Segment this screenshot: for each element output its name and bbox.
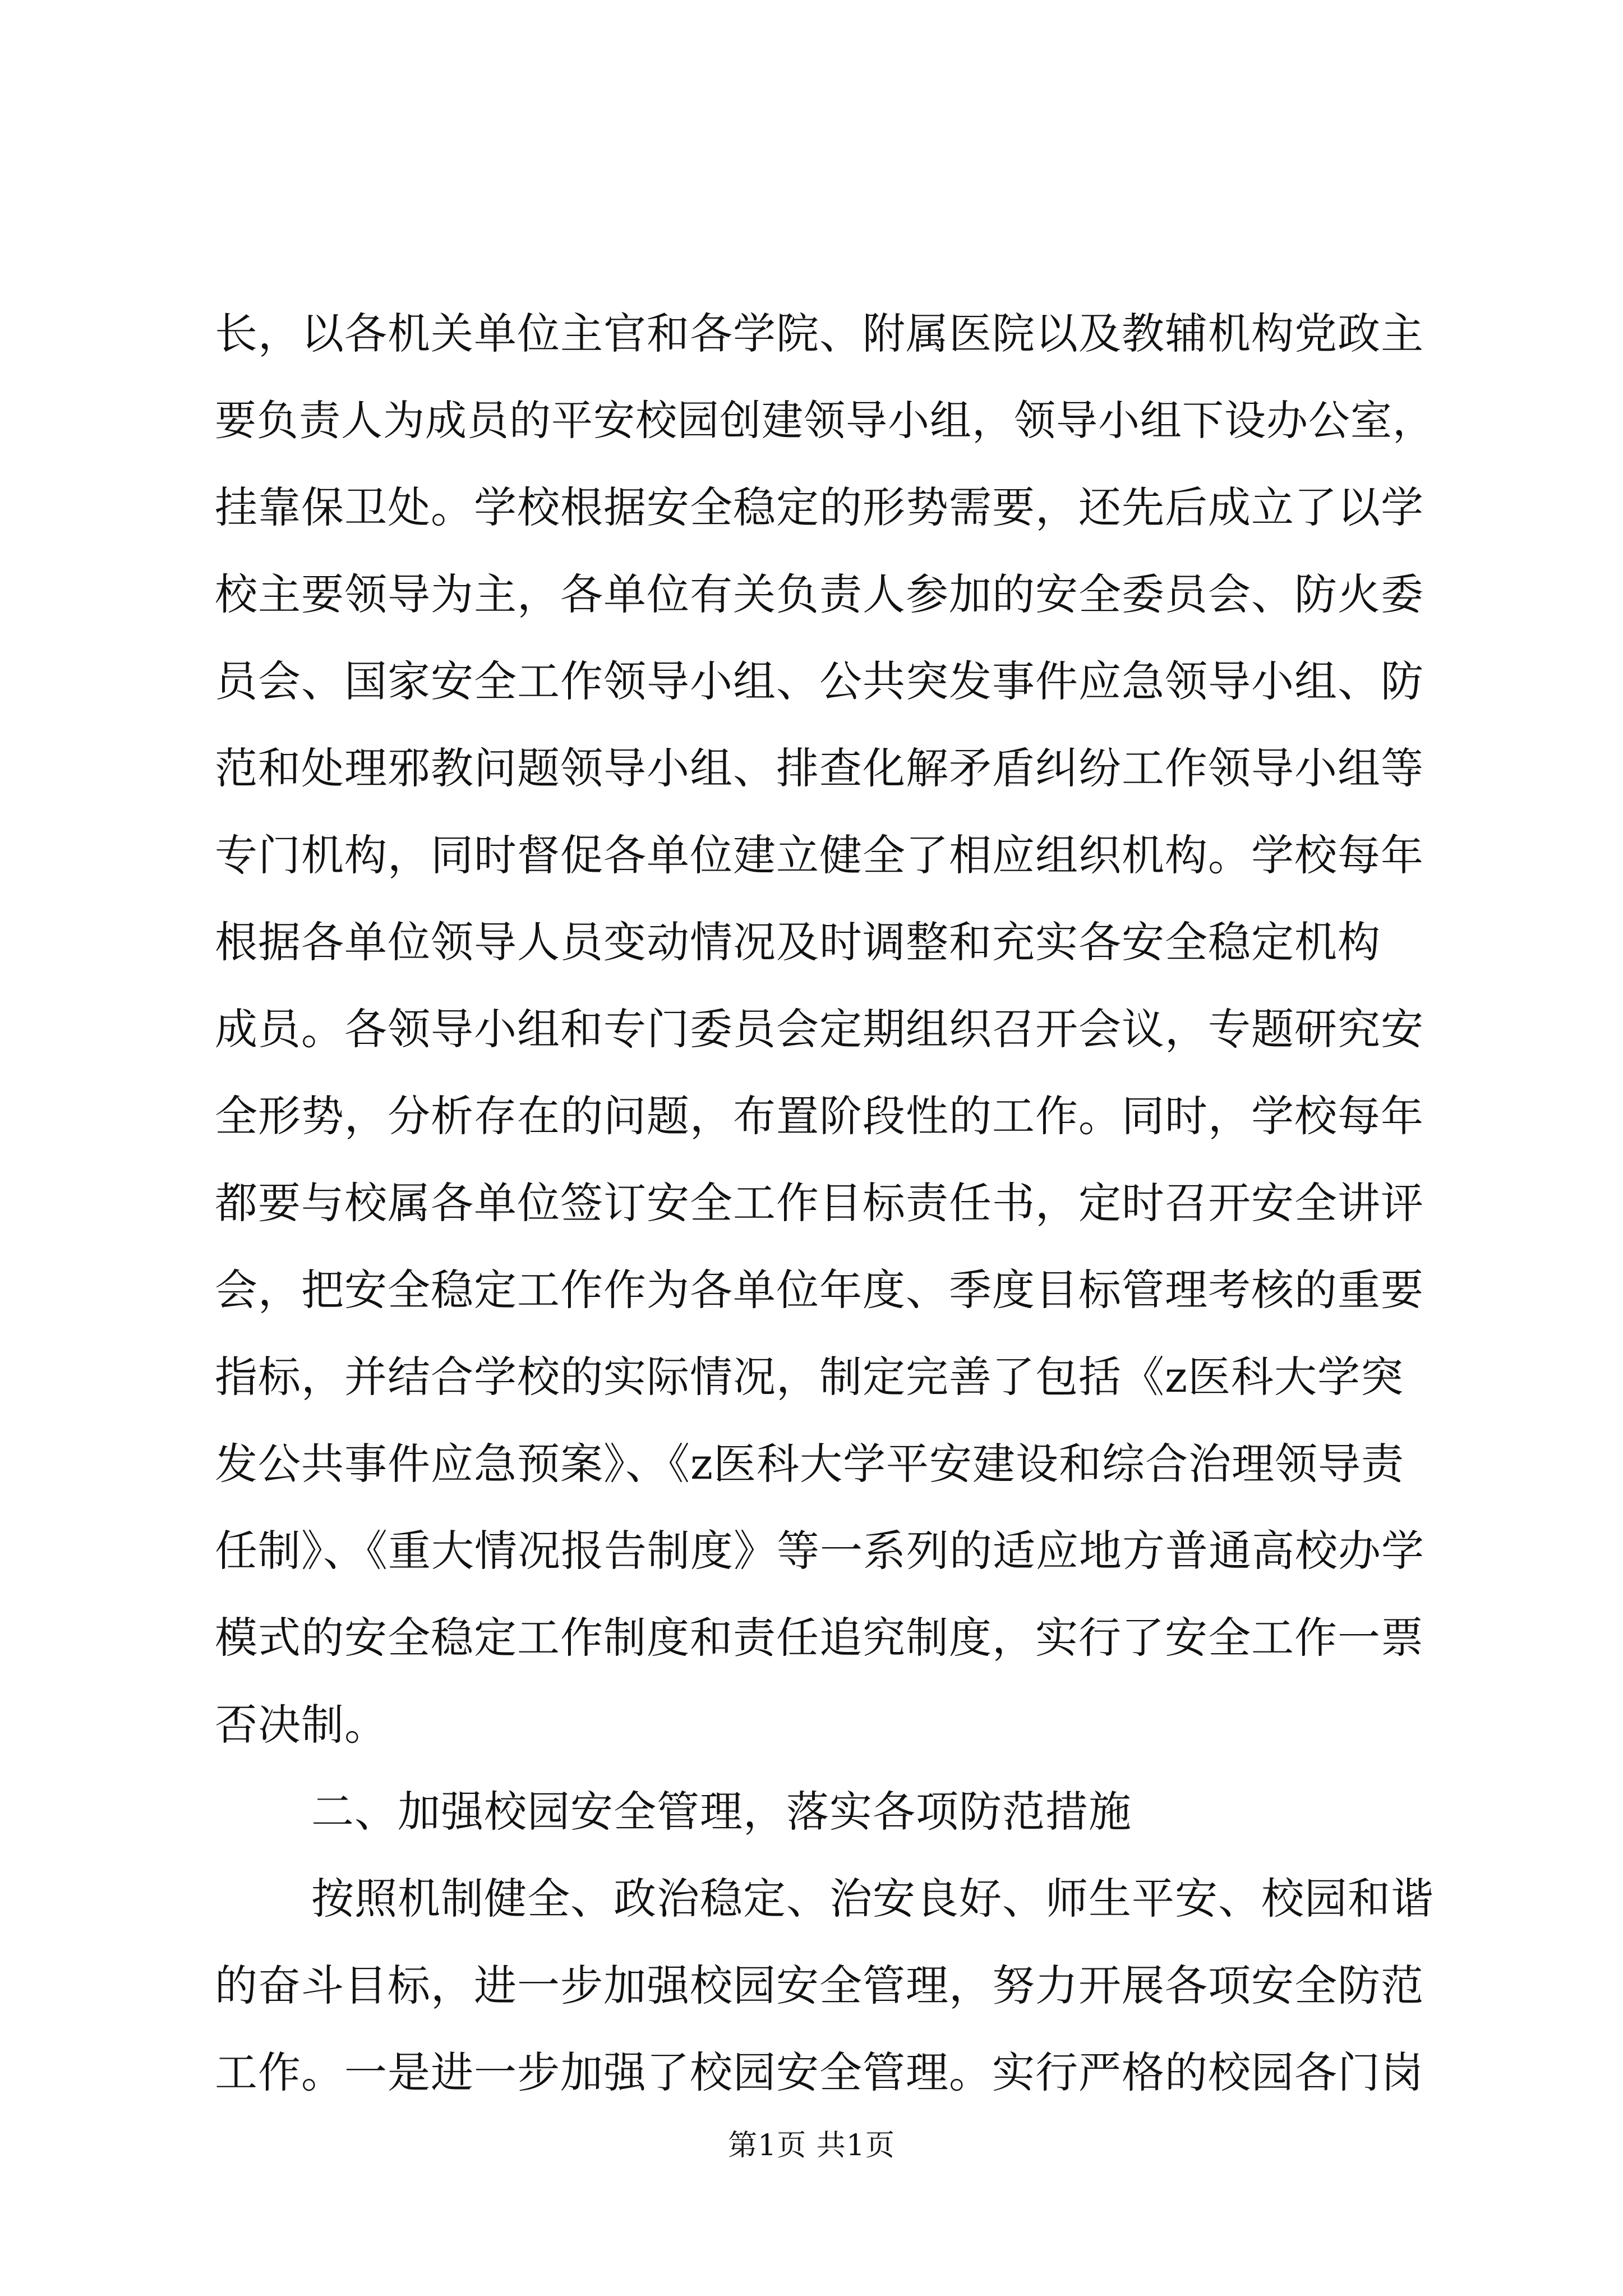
body-line: 要负责人为成员的平安校园创建领导小组，领导小组下设办公室， xyxy=(215,397,1435,445)
section-heading: 二、加强校园安全管理，落实各项防范措施 xyxy=(311,1787,1132,1837)
body-line: 专门机构，同时督促各单位建立健全了相应组织机构。学校每年 xyxy=(215,830,1424,880)
body-line: 全形势，分析存在的问题，布置阶段性的工作。同时，学校每年 xyxy=(215,1091,1424,1141)
body-line: 按照机制健全、政治稳定、治安良好、师生平安、校园和谐 xyxy=(311,1874,1434,1924)
body-line: 否决制。 xyxy=(215,1700,388,1750)
body-line: 任制》、《重大情况报告制度》等一系列的适应地方普通高校办学 xyxy=(215,1526,1424,1576)
body-line: 的奋斗目标，进一步加强校园安全管理，努力开展各项安全防范 xyxy=(215,1961,1424,2010)
body-line: 成员。各领导小组和专门委员会定期组织召开会议，专题研究安 xyxy=(215,1004,1424,1054)
body-line: 根据各单位领导人员变动情况及时调整和充实各安全稳定机构 xyxy=(215,917,1381,967)
body-line: 模式的安全稳定工作制度和责任追究制度，实行了安全工作一票 xyxy=(215,1613,1424,1663)
body-line: 发公共事件应急预案》、《z医科大学平安建设和综合治理领导责 xyxy=(215,1439,1405,1489)
body-line: 员会、国家安全工作领导小组、公共突发事件应急领导小组、防 xyxy=(215,656,1424,706)
body-line: 会，把安全稳定工作作为各单位年度、季度目标管理考核的重要 xyxy=(215,1265,1424,1315)
body-line: 工作。一是进一步加强了校园安全管理。实行严格的校园各门岗 xyxy=(215,2047,1424,2097)
body-line: 范和处理邪教问题领导小组、排查化解矛盾纠纷工作领导小组等 xyxy=(215,743,1424,793)
body-line: 挂靠保卫处。学校根据安全稳定的形势需要，还先后成立了以学 xyxy=(215,482,1424,532)
body-line: 长，以各机关单位主官和各学院、附属医院以及教辅机构党政主 xyxy=(215,309,1424,358)
page-footer: 第1页 共1页 xyxy=(728,2129,895,2162)
body-line: 都要与校属各单位签订安全工作目标责任书，定时召开安全讲评 xyxy=(215,1178,1424,1228)
body-line: 校主要领导为主，各单位有关负责人参加的安全委员会、防火委 xyxy=(215,569,1424,619)
body-line: 指标，并结合学校的实际情况，制定完善了包括《z医科大学突 xyxy=(215,1352,1404,1402)
